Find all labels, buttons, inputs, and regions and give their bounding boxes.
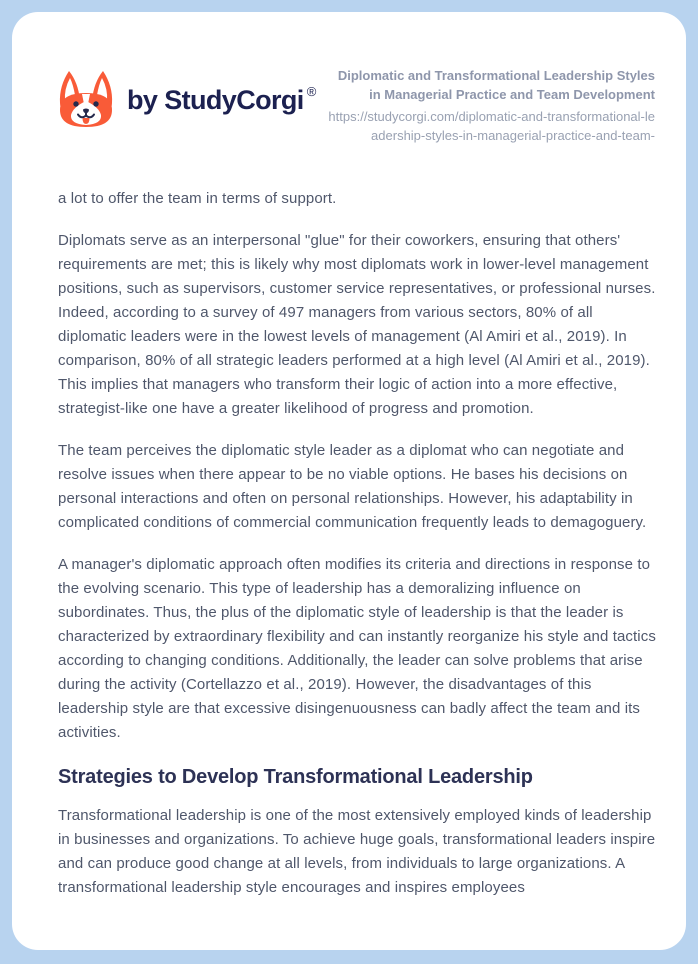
paragraph: a lot to offer the team in terms of support. [58, 190, 337, 207]
document-header [12, 12, 686, 145]
paragraph: Transformational leadership is one of the most extensively employed kinds of leadership in businesses and organizations. To achieve huge goals, transformational leaders inspire and can produce good change at all levels, from individuals to large organizations. A transformational leadership style encourages and inspires employees [58, 807, 656, 896]
document-title: Diplomatic and Transformational Leadership Styles in Managerial Practice and Team Development [337, 68, 655, 102]
registered-trademark-symbol: ® [306, 84, 316, 99]
paragraph: Diplomats serve as an interpersonal "glue" for their coworkers, ensuring that others' requirements are met; this is likely why most diplomats work in lower-level management positions, such as supervisors, customer service representatives, or professional nurses. Indeed, according to a survey of 497 managers from various sectors, 80% of all diplomatic leaders were in the lowest levels of management (Al Amiri et al., 2019). In comparison, 80% of all strategic leaders performed at a high level (Al Amiri et al., 2019). This implies that managers who transform their logic of action into a more effective, strategist-like one have a greater likelihood of progress and promotion. [58, 232, 656, 417]
document-meta [323, 64, 655, 145]
section-heading: Strategies to Develop Transformational Leadership [58, 766, 533, 788]
studycorgi-brand [55, 70, 316, 130]
document-card [12, 12, 686, 950]
brand-name: by StudyCorgi [127, 85, 304, 115]
paragraph: A manager's diplomatic approach often modifies its criteria and directions in response to the evolving scenario. This type of leadership has a demoralizing influence on subordinates. Thus, the plus of the diplomatic style of leadership is that the leader is characterized by extraordinary flexibility and can instantly reorganize his style and tactics according to changing conditions. Additionally, the leader can solve problems that arise during the activity (Cortellazzo et al., 2019). However, the disadvantages of this leadership style are that excessive disingenuousness can badly affect the team and its activities. [58, 556, 656, 741]
brand-wordmark [127, 84, 316, 116]
corgi-logo-icon [55, 70, 117, 130]
paragraph: The team perceives the diplomatic style leader as a diplomat who can negotiate and resolve issues when there appear to be no viable options. He bases his decisions on personal interactions and often on personal relationships. However, his adaptability in complicated conditions of commercial communication frequently leads to demagoguery. [58, 442, 647, 531]
article-body [12, 145, 686, 900]
document-source-url[interactable]: https://studycorgi.com/diplomatic-and-transformational-leadership-styles-in-managerial-practice-and-team- [328, 109, 655, 143]
